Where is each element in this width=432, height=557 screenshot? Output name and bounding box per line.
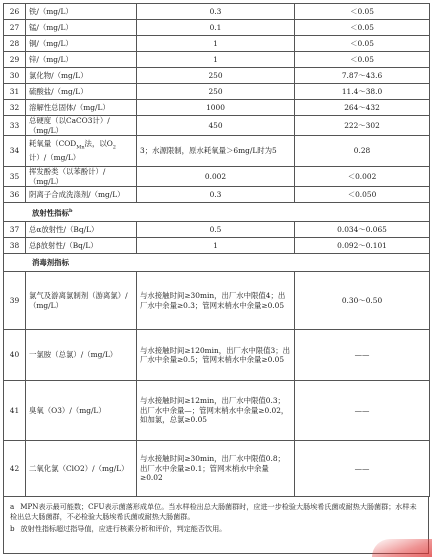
indicator-name: 总β放射性/（Bq/L） (26, 238, 137, 254)
indicator-name: 铜/（mg/L） (26, 36, 137, 52)
measured-value: ＜0.05 (295, 36, 430, 52)
limit-value: 1 (137, 36, 295, 52)
table-row (4, 441, 430, 497)
limit-value: 0.3 (137, 187, 295, 203)
table-row (4, 238, 430, 254)
note-b: b 放射性指标超过指导值，应进行核素分析和评价，判定能否饮用。 (10, 524, 227, 533)
limit-value: 3；水源限制，原水耗氧量＞6mg/L时为5 (137, 136, 295, 167)
measured-value: ＜0.002 (295, 167, 430, 187)
row-number: 33 (4, 116, 26, 136)
water-quality-table (3, 3, 430, 497)
limit-value: 250 (137, 84, 295, 100)
indicator-name: 氯气及游离氯制剂（游离氯）/（mg/L） (26, 272, 137, 330)
section-disinfectant (4, 254, 430, 272)
row-number: 28 (4, 36, 26, 52)
table-row (4, 167, 430, 187)
indicator-name-part: Mn (76, 144, 85, 151)
limit-value: 1 (137, 238, 295, 254)
indicator-name: 臭氧（O3）/（mg/L） (26, 381, 137, 441)
table-row (4, 100, 430, 116)
table-row (4, 116, 430, 136)
indicator-name: 铁/（mg/L） (26, 4, 137, 20)
limit-value: 250 (137, 68, 295, 84)
table-row (4, 381, 430, 441)
indicator-name: 一氯胺（总氯）/（mg/L） (26, 330, 137, 381)
measured-value: ＜0.05 (295, 20, 430, 36)
indicator-name-part: 2 (112, 144, 116, 151)
table-row (4, 4, 430, 20)
measured-value: 0.034～0.065 (295, 222, 430, 238)
section-title: 放射性指标 (32, 207, 69, 217)
red-seal-stamp (372, 539, 432, 557)
table-row (4, 136, 430, 167)
indicator-name: 锰/（mg/L） (26, 20, 137, 36)
row-number: 30 (4, 68, 26, 84)
row-number: 40 (4, 330, 26, 381)
measured-value: ＜0.05 (295, 52, 430, 68)
measured-value: 11.4～38.0 (295, 84, 430, 100)
limit-value: 与水接触时间≥120min，出厂水中限值3；出厂水中余量≥0.5；管网末梢水中余量≥0.05 (137, 330, 295, 381)
table-row (4, 272, 430, 330)
limit-value: 与水接触时间≥30min，出厂水中限值4；出厂水中余量≥0.3；管网末梢水中余量≥0.05 (137, 272, 295, 330)
indicator-name: 溶解性总固体/（mg/L） (26, 100, 137, 116)
indicator-name: 硫酸盐/（mg/L） (26, 84, 137, 100)
limit-value: 0.3 (137, 4, 295, 20)
indicator-name: 总α放射性/（Bq/L） (26, 222, 137, 238)
row-number: 26 (4, 4, 26, 20)
measured-value: —— (295, 330, 430, 381)
table-notes (3, 497, 429, 554)
row-number: 35 (4, 167, 26, 187)
indicator-name: 阴离子合成洗涤剂/（mg/L） (26, 187, 137, 203)
indicator-name-part: 法，以O (84, 139, 113, 149)
table-row (4, 222, 430, 238)
section-radioactivity (4, 203, 430, 222)
section-heading (4, 254, 430, 272)
table-row (4, 36, 430, 52)
table-row (4, 330, 430, 381)
table-row (4, 187, 430, 203)
measured-value: —— (295, 441, 430, 497)
row-number: 42 (4, 441, 26, 497)
limit-value: 与水接触时间≥12min，出厂水中限值0.3；出厂水中余量—；管网末梢水中余量≥0.02，如加氯，总氯≥0.05 (137, 381, 295, 441)
row-number: 31 (4, 84, 26, 100)
indicator-name: 挥发酚类（以苯酚计）/（mg/L） (26, 167, 137, 187)
note-a: a MPN表示最可能数；CFU表示菌落形成单位。当水样检出总大肠菌群时，应进一步检验大肠埃希氏菌或耐热大肠菌群；水样未检出总大肠菌群，不必检验大肠埃希氏菌或耐热大肠菌群。 (10, 502, 417, 521)
table-body (4, 4, 430, 497)
measured-value: ＜0.05 (295, 4, 430, 20)
indicator-name: 氯化物/（mg/L） (26, 68, 137, 84)
row-number: 41 (4, 381, 26, 441)
indicator-name-part: 耗氧量（COD (29, 139, 77, 149)
section-heading (4, 203, 430, 222)
indicator-name (26, 136, 137, 167)
table-row (4, 20, 430, 36)
row-number: 36 (4, 187, 26, 203)
table-row (4, 68, 430, 84)
indicator-name: 二氧化氯（ClO2）/（mg/L） (26, 441, 137, 497)
measured-value: 7.87～43.6 (295, 68, 430, 84)
measured-value: 264～432 (295, 100, 430, 116)
row-number: 27 (4, 20, 26, 36)
limit-value: 与水接触时间≥30min，出厂水中限值0.8；出厂水中余量≥0.1；管网末梢水中余量≥0.02 (137, 441, 295, 497)
limit-value: 1000 (137, 100, 295, 116)
row-number: 38 (4, 238, 26, 254)
limit-value: 450 (137, 116, 295, 136)
measured-value: ＜0.050 (295, 187, 430, 203)
indicator-name-part: 计）/（mg/L） (29, 153, 81, 163)
measured-value: 0.30～0.50 (295, 272, 430, 330)
indicator-name: 总硬度（以CaCO3计）/（mg/L） (26, 116, 137, 136)
footnote-mark: b (68, 207, 73, 214)
section-title: 消毒剂指标 (32, 257, 69, 267)
table-row (4, 52, 430, 68)
limit-value: 0.002 (137, 167, 295, 187)
table-row (4, 84, 430, 100)
indicator-name: 锌/（mg/L） (26, 52, 137, 68)
row-number: 32 (4, 100, 26, 116)
limit-value: 1 (137, 52, 295, 68)
row-number: 37 (4, 222, 26, 238)
measured-value: —— (295, 381, 430, 441)
limit-value: 0.1 (137, 20, 295, 36)
row-number: 39 (4, 272, 26, 330)
measured-value: 222～302 (295, 116, 430, 136)
row-number: 34 (4, 136, 26, 167)
measured-value: 0.092～0.101 (295, 238, 430, 254)
limit-value: 0.5 (137, 222, 295, 238)
row-number: 29 (4, 52, 26, 68)
measured-value: 0.28 (295, 136, 430, 167)
